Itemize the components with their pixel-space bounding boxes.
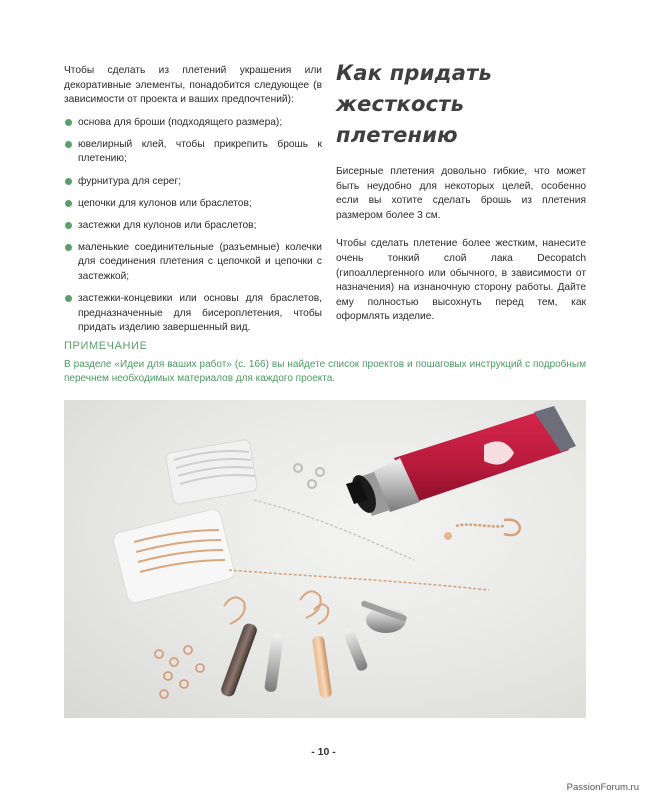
bullet-icon [65,295,72,302]
note-text: В разделе «Идеи для ваших работ» (с. 166) вы найдете список проектов и пошаговых инструкций с подробным перечнем необходимых материалов для каждого проекта. [64,359,586,384]
page-number: - 10 - [311,746,336,758]
clasps-icon [294,464,324,488]
bullet-icon [65,141,72,148]
list-item: застежки-концевики или основы для браслетов, предназначенные для бисероплетения, чтобы придать изделию завершенный вид. [64,292,322,336]
bar-brooches-icon [219,622,368,699]
list-item: цепочки для кулонов или браслетов; [64,197,322,212]
left-column [64,64,322,343]
jump-rings-icon [155,646,204,698]
bullet-icon [65,200,72,207]
list-item: основа для броши (подходящего размера); [64,116,322,131]
bullet-icon [65,178,72,185]
list-item: ювелирный клей, чтобы прикрепить брошь к плетению; [64,138,322,167]
glue-tube-icon [346,406,576,516]
gold-chain-card-icon [112,508,489,604]
round-brooch-icon [360,600,407,633]
watermark: PassionForum.ru [566,782,639,793]
bullet-icon [65,119,72,126]
bullet-icon [65,222,72,229]
list-item: застежки для кулонов или браслетов; [64,219,322,234]
extender-chain-icon [444,520,520,540]
supplies-photo [64,400,586,718]
note-title: ПРИМЕЧАНИЕ [64,340,148,352]
paragraph-stiffening: Чтобы сделать плетение более жестким, нанесите очень тонкий слой лака Decopatch (гипоаллергенного или обычного, в зависимости от назначения) на изнаночную сторону работы. Дайте ему полностью высохнуть перед тем, как оформлять изделие. [336,238,586,323]
supplies-illustration [64,400,586,718]
supplies-list [64,116,322,336]
right-column [336,58,586,339]
bullet-icon [65,244,72,251]
section-title: Как придать жесткость плетению [336,61,492,147]
list-item: фурнитура для серег; [64,175,322,190]
paragraph-flexibility: Бисерные плетения довольно гибкие, что может быть неудобно для некоторых целей, особенно если вы хотите сделать брошь из плетения размером более 3 см. [336,166,586,221]
earring-hooks-icon [224,591,328,624]
note-block [64,340,586,386]
list-item: маленькие соединительные (разъемные) колечки для соединения плетения с цепочкой и цепочки с застежкой; [64,241,322,285]
intro-text: Чтобы сделать из плетений украшения или декоративные элементы, понадобится следующее (в зависимости от проекта и ваших предпочтений): [64,65,322,106]
